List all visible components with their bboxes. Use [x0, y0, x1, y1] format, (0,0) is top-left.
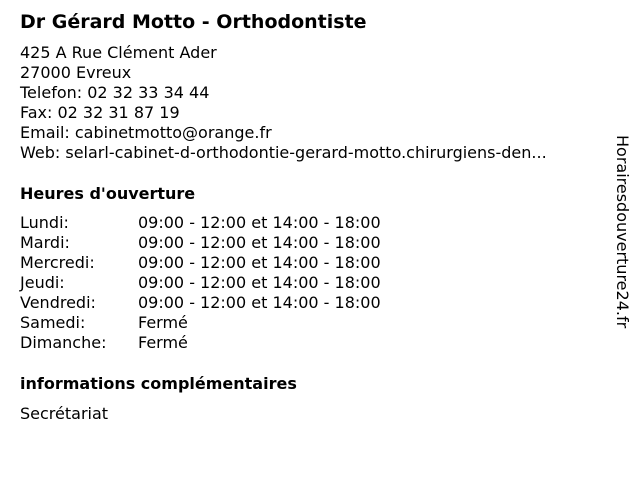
hours-row-saturday — [20, 313, 381, 333]
hours-row-tuesday — [20, 233, 381, 253]
hours-row-thursday — [20, 273, 381, 293]
hours-day: Mardi: — [20, 233, 70, 252]
hours-time: 09:00 - 12:00 et 14:00 - 18:00 — [138, 293, 381, 312]
hours-time: Fermé — [138, 333, 188, 352]
site-watermark: Horairesdouverture24.fr — [613, 135, 632, 329]
contact-block — [20, 43, 547, 163]
hours-time: 09:00 - 12:00 et 14:00 - 18:00 — [138, 273, 381, 292]
hours-day: Jeudi: — [20, 273, 65, 292]
phone-line: Telefon: 02 32 33 34 44 — [20, 83, 210, 102]
address-street: 425 A Rue Clément Ader — [20, 43, 217, 62]
hours-row-wednesday — [20, 253, 381, 273]
address-city: 27000 Evreux — [20, 63, 132, 82]
hours-time: Fermé — [138, 313, 188, 332]
email-line: Email: cabinetmotto@orange.fr — [20, 123, 272, 142]
hours-row-friday — [20, 293, 381, 313]
hours-row-sunday — [20, 333, 381, 353]
hours-row-monday — [20, 213, 381, 233]
hours-time: 09:00 - 12:00 et 14:00 - 18:00 — [138, 233, 381, 252]
hours-day: Samedi: — [20, 313, 86, 332]
hours-heading: Heures d'ouverture — [20, 184, 196, 203]
hours-time: 09:00 - 12:00 et 14:00 - 18:00 — [138, 253, 381, 272]
hours-day: Vendredi: — [20, 293, 96, 312]
hours-day: Lundi: — [20, 213, 69, 232]
page-title: Dr Gérard Motto - Orthodontiste — [20, 11, 367, 33]
hours-day: Mercredi: — [20, 253, 95, 272]
fax-line: Fax: 02 32 31 87 19 — [20, 103, 180, 122]
hours-table — [20, 213, 381, 353]
info-heading: informations complémentaires — [20, 374, 297, 393]
web-line: Web: selarl-cabinet-d-orthodontie-gerard-motto.chirurgiens-den... — [20, 143, 547, 162]
hours-day: Dimanche: — [20, 333, 107, 352]
hours-time: 09:00 - 12:00 et 14:00 - 18:00 — [138, 213, 381, 232]
info-text: Secrétariat — [20, 404, 109, 423]
